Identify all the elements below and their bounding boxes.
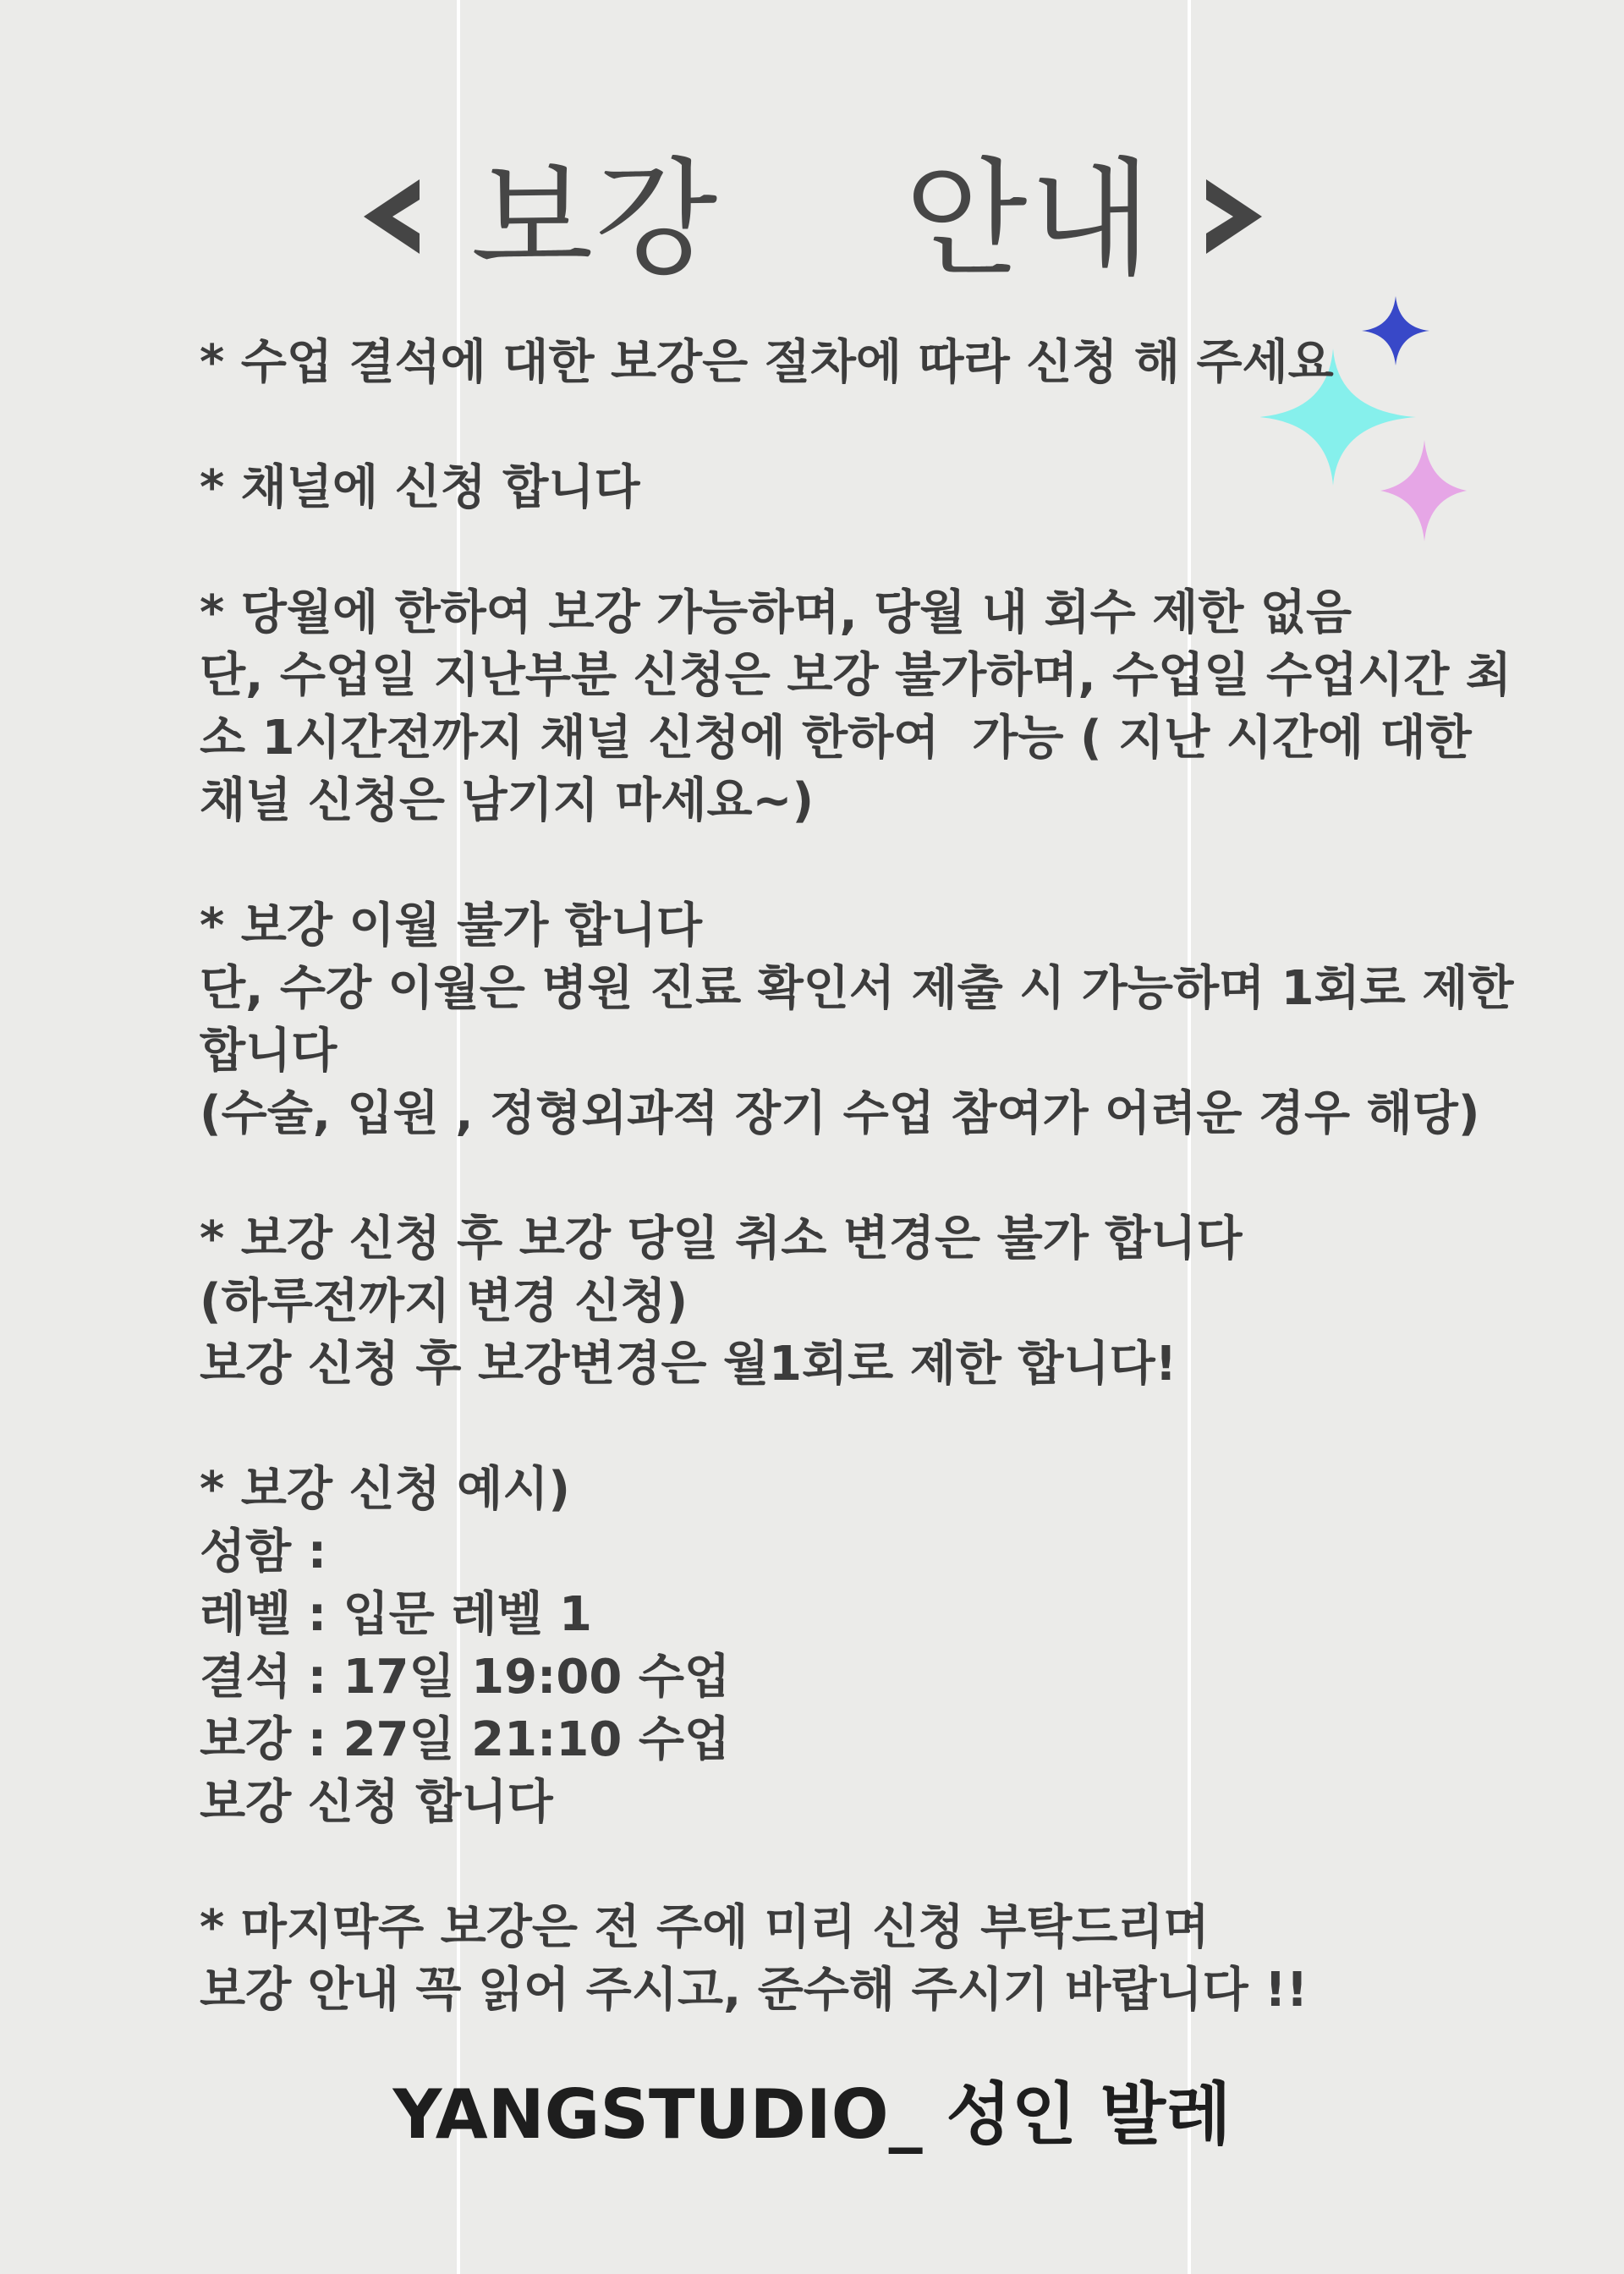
notice-line: 보강 신청 후 보강변경은 월1회로 제한 합니다!: [200, 1337, 1177, 1392]
notice-section-request-example: [200, 1458, 1494, 1834]
notice-line: * 보강 신청 예시): [200, 1462, 570, 1517]
notice-section-last-week: [200, 1897, 1494, 2022]
notice-line: * 수업 결석에 대한 보강은 절차에 따라 신청 해 주세요: [200, 335, 1334, 390]
right-chevron-icon: [1199, 174, 1267, 259]
notice-line: 보강 신청 합니다: [200, 1775, 553, 1830]
studio-signature: YANGSTUDIO_ 성인 발레: [392, 2075, 1232, 2154]
notice-line: (수술, 입원 , 정형외과적 장기 수업 참여가 어려운 경우 해당): [200, 1086, 1480, 1141]
notice-content: [200, 332, 1514, 2084]
notice-section-monthly-limit: [200, 582, 1512, 832]
notice-section-request-procedure: [200, 332, 1494, 394]
notice-line: 단, 수업일 지난부분 신청은 보강 불가하며, 수업일 수업시간 최: [200, 648, 1512, 703]
notice-section-carryover: [200, 895, 1514, 1145]
notice-line: 레벨 : 입문 레벨 1: [200, 1587, 592, 1642]
notice-line: 합니다: [200, 1024, 337, 1079]
notice-section-cancellation: [200, 1208, 1494, 1396]
notice-line: (하루전까지 변경 신청): [200, 1274, 689, 1329]
notice-line: * 보강 이월 불가 합니다: [200, 898, 703, 953]
notice-line: 보강 : 27일 21:10 수업: [200, 1712, 731, 1767]
title-row: [0, 127, 1624, 296]
notice-section-channel: [200, 457, 1494, 519]
page-title: 보강 안내: [470, 146, 1154, 294]
notice-line: * 보강 신청 후 보강 당일 취소 변경은 불가 합니다: [200, 1211, 1243, 1266]
notice-line: 소 1시간전까지 채널 신청에 한하여 가능 ( 지난 시간에 대한: [200, 711, 1472, 766]
notice-line: 성함 :: [200, 1524, 327, 1579]
notice-line: 결석 : 17일 19:00 수업: [200, 1650, 731, 1705]
notice-line: 채널 신청은 남기지 마세요~): [200, 773, 815, 828]
notice-line: 보강 안내 꼭 읽어 주시고, 준수해 주시기 바랍니다 !!: [200, 1963, 1309, 2018]
notice-line: * 채널에 신청 합니다: [200, 460, 640, 515]
notice-line: * 마지막주 보강은 전 주에 미리 신청 부탁드리며: [200, 1900, 1210, 1955]
notice-line: 단, 수강 이월은 병원 진료 확인서 제출 시 가능하며 1회로 제한: [200, 961, 1514, 1016]
notice-line: * 당월에 한하여 보강 가능하며, 당월 내 회수 제한 없음: [200, 585, 1352, 640]
